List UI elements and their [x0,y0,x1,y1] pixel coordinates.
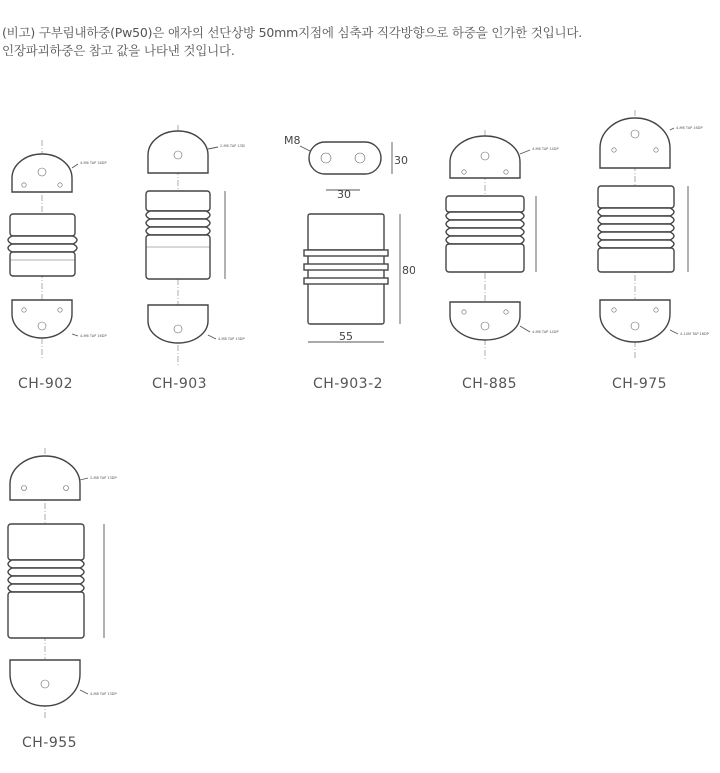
dim-width: 30 [337,188,351,201]
tap-label-top: 2-M8 TAP 13DP [90,476,117,480]
caption-ch-903: CH-903 [152,376,208,392]
drawing-ch-902 [0,140,110,360]
tap-label-bottom: 4-10M TAP 16DP [680,332,709,336]
caption-ch-885: CH-885 [462,376,518,392]
tap-label-bottom: 4-M8 TAP 13DP [90,692,117,696]
caption-ch-975: CH-975 [612,376,668,392]
dim-height: 80 [402,264,415,277]
dim-base: 55 [339,330,353,343]
caption-ch-902: CH-902 [18,376,74,392]
drawing-ch-903 [130,125,245,365]
tap-label-top: 4-M6 TAP 14DP [532,147,559,151]
drawing-ch-885 [430,130,565,360]
drawing-ch-955 [0,448,160,718]
caption-ch-955: CH-955 [22,735,78,751]
tap-label-bottom: 4-M6 TAP 16DP [80,334,107,338]
tap-label: M8 [284,134,301,147]
note-text [2,24,582,60]
tap-label-top: 4-M6 TAP 16DP [80,161,107,165]
drawing-ch-975 [592,110,720,360]
tap-label-top: 4-M6 TAP 16DP [676,126,703,130]
tap-label-bottom: 4-M8 TAP 13DP [218,337,245,341]
tap-label-top: 2-M8 TAP 13DP [220,144,245,148]
note-line-2: 인장파괴하중은 참고 값을 나타낸 것입니다. [2,43,235,58]
drawing-ch-903-2 [280,130,415,360]
caption-ch-903-2: CH-903-2 [313,376,384,392]
dim-top: 30 [394,154,408,167]
note-line-1: (비고) 구부림내하중(Pw50)은 애자의 선단상방 50mm지점에 심축과 직각방향으로 하중을 인가한 것입니다. [2,25,583,40]
tap-label-bottom: 4-M8 TAP 14DP [532,330,559,334]
